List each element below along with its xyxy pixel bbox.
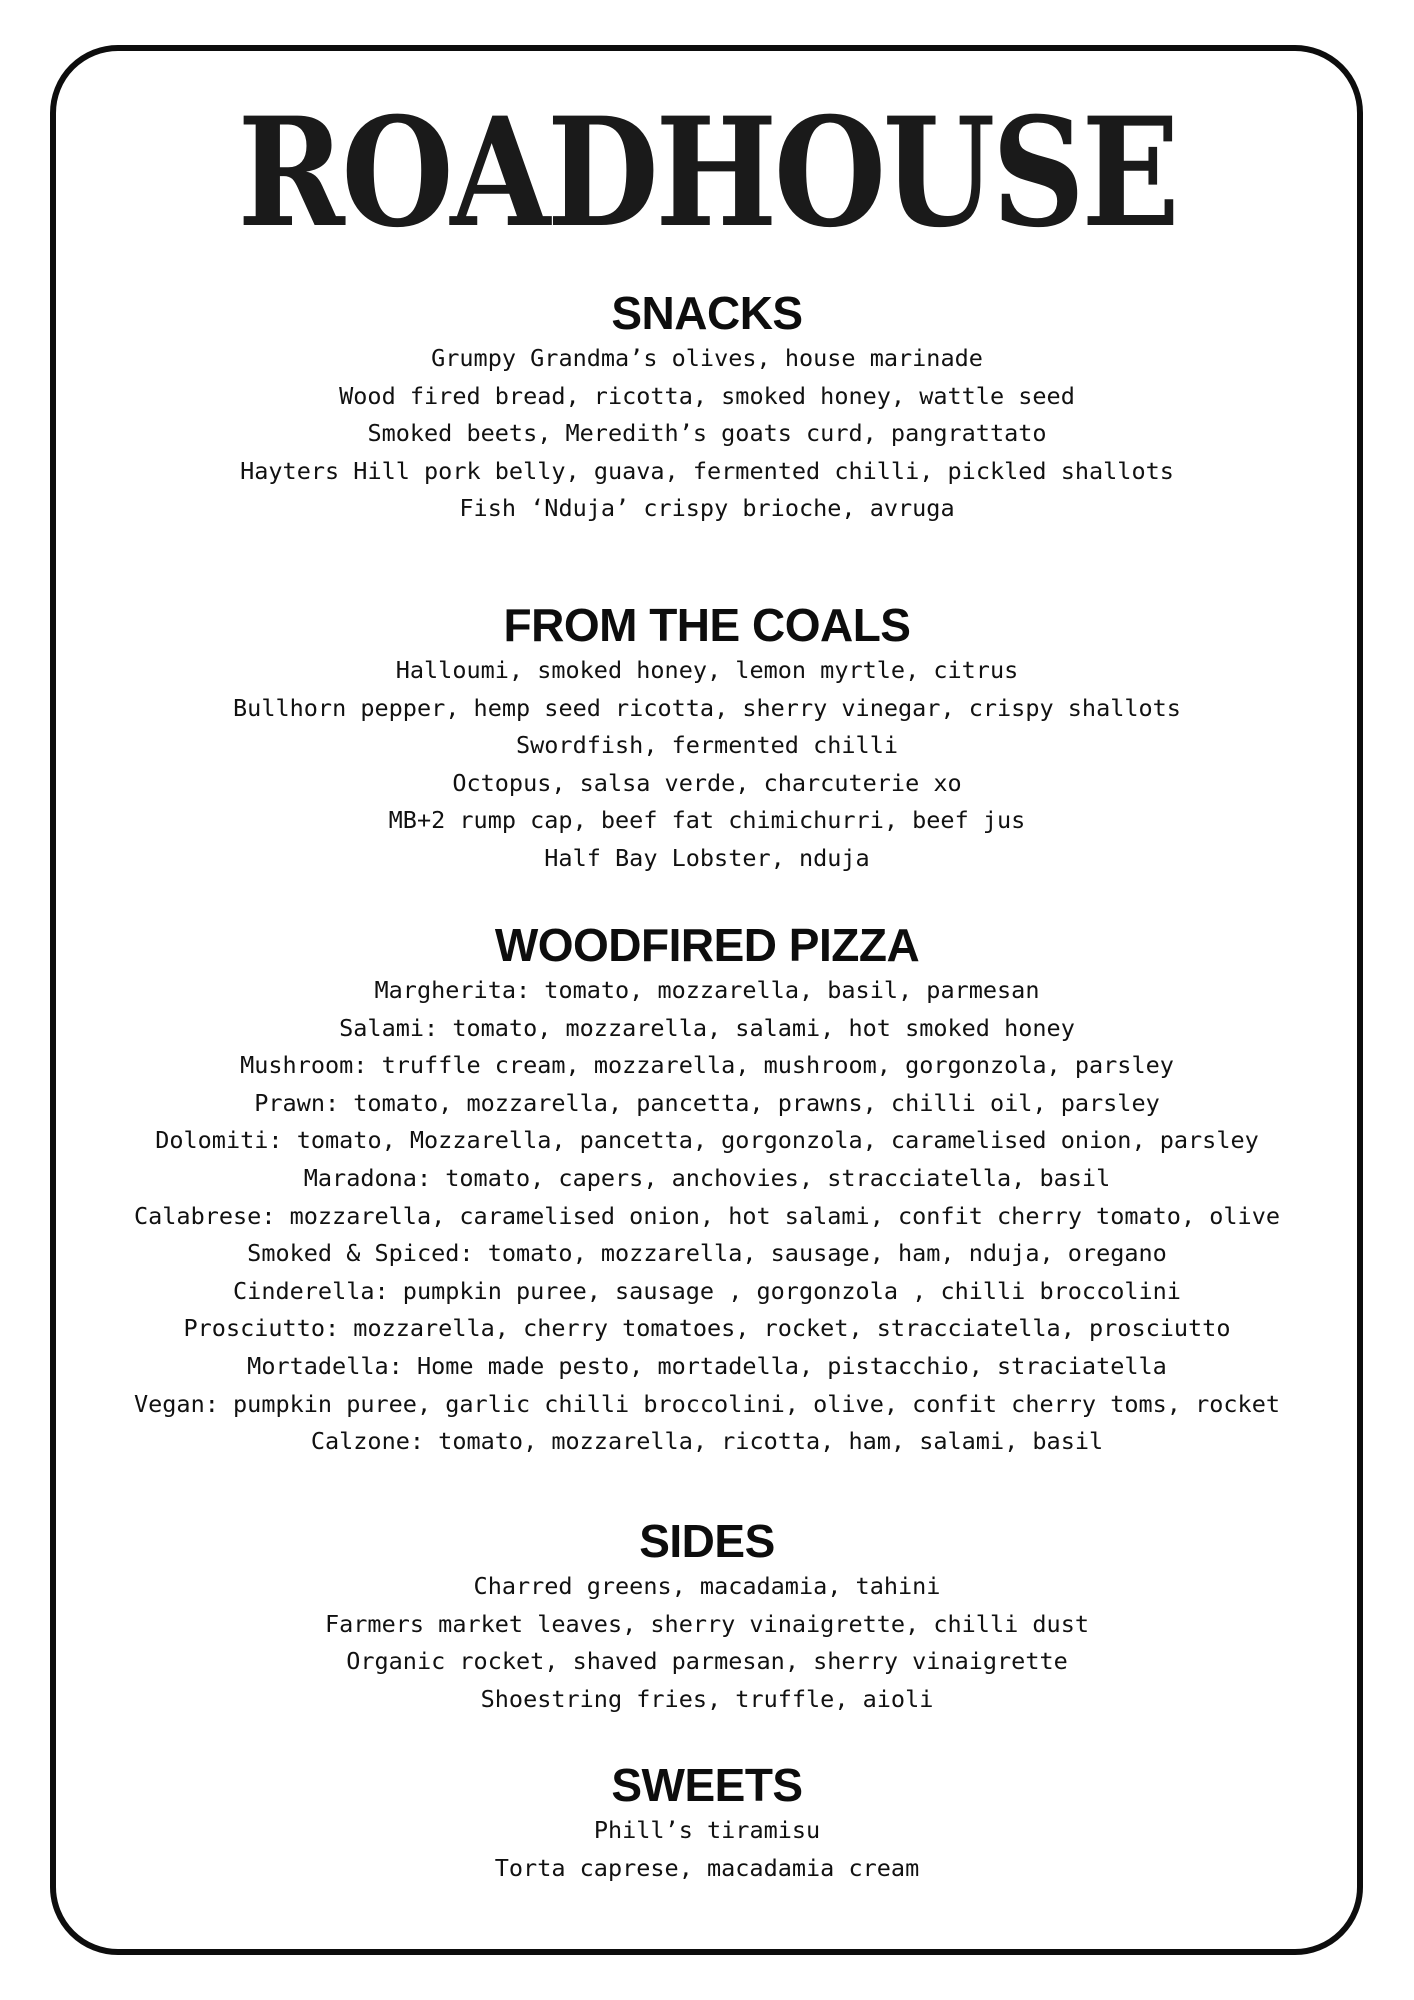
section-title-from-the-coals: FROM THE COALS [503, 599, 911, 651]
snacks-list [0, 340, 1414, 528]
sweets-list [0, 1812, 1414, 1887]
menu-item: Torta caprese, macadamia cream [494, 1853, 920, 1882]
menu-item: Dolomiti: tomato, Mozzarella, pancetta, gorgonzola, caramelised onion, parsley [155, 1126, 1259, 1155]
section-sweets [0, 1758, 1414, 1887]
menu-item: Phill’s tiramisu [593, 1816, 821, 1844]
menu-item: Calabrese: mozzarella, caramelised onion, hot salami, confit cherry tomato, olive [133, 1201, 1280, 1230]
section-title-sides: SIDES [639, 1515, 775, 1567]
section-title-snacks: SNACKS [611, 287, 803, 339]
sides-list [0, 1568, 1414, 1718]
menu-item: Margherita: tomato, mozzarella, basil, parmesan [374, 976, 1040, 1004]
menu-item: Farmers market leaves, sherry vinaigrette, chilli dust [324, 1609, 1089, 1638]
menu-item: Maradona: tomato, capers, anchovies, stracciatella, basil [303, 1163, 1111, 1192]
menu-item: Wood fired bread, ricotta, smoked honey, wattle seed [339, 381, 1075, 410]
menu-item: Half Bay Lobster, nduja [544, 843, 870, 872]
menu-item: Prosciutto: mozzarella, cherry tomatoes, rocket, stracciatella, prosciutto [183, 1314, 1231, 1343]
restaurant-logo: ROADHOUSE [237, 85, 1177, 261]
menu-item: Salami: tomato, mozzarella, salami, hot smoked honey [339, 1013, 1075, 1042]
menu-item: Grumpy Grandma’s olives, house marinade [431, 344, 983, 372]
from-the-coals-list [0, 652, 1414, 878]
menu-item: Shoestring fries, truffle, aioli [480, 1684, 934, 1713]
section-from-the-coals [0, 598, 1414, 878]
menu-item: Bullhorn pepper, hemp seed ricotta, sherry vinegar, crispy shallots [233, 693, 1181, 722]
menu-item: Mushroom: truffle cream, mozzarella, mushroom, gorgonzola, parsley [240, 1051, 1174, 1080]
menu-item: Swordfish, fermented chilli [515, 731, 898, 760]
menu-item: Fish ‘Nduja’ crispy brioche, avruga [459, 494, 955, 523]
section-title-woodfired-pizza: WOODFIRED PIZZA [494, 919, 920, 971]
menu-item: Smoked beets, Meredith’s goats curd, pangrattato [367, 419, 1047, 448]
menu-item: Calzone: tomato, mozzarella, ricotta, ham, salami, basil [310, 1427, 1104, 1456]
menu-item: Hayters Hill pork belly, guava, fermented chilli, pickled shallots [240, 456, 1174, 485]
woodfired-pizza-list [0, 972, 1414, 1461]
menu-item: Cinderella: pumpkin puree, sausage , gorgonzola , chilli broccolini [233, 1276, 1181, 1305]
menu-item: Octopus, salsa verde, charcuterie xo [452, 768, 962, 797]
section-sides [0, 1514, 1414, 1718]
section-title-sweets: SWEETS [611, 1759, 803, 1811]
menu-item: Vegan: pumpkin puree, garlic chilli broccolini, olive, confit cherry toms, rocket [133, 1389, 1280, 1418]
section-woodfired-pizza [0, 918, 1414, 1461]
menu-item: Smoked & Spiced: tomato, mozzarella, sausage, ham, nduja, oregano [247, 1239, 1167, 1268]
menu-item: Halloumi, smoked honey, lemon myrtle, citrus [395, 656, 1019, 684]
menu-item: Prawn: tomato, mozzarella, pancetta, prawns, chilli oil, parsley [254, 1088, 1160, 1117]
menu-item: Mortadella: Home made pesto, mortadella, pistacchio, straciatella [247, 1351, 1167, 1380]
menu-item: MB+2 rump cap, beef fat chimichurri, beef jus [388, 806, 1026, 835]
menu-item: Charred greens, macadamia, tahini [473, 1572, 941, 1600]
section-snacks [0, 286, 1414, 528]
menu-item: Organic rocket, shaved parmesan, sherry vinaigrette [346, 1647, 1068, 1676]
